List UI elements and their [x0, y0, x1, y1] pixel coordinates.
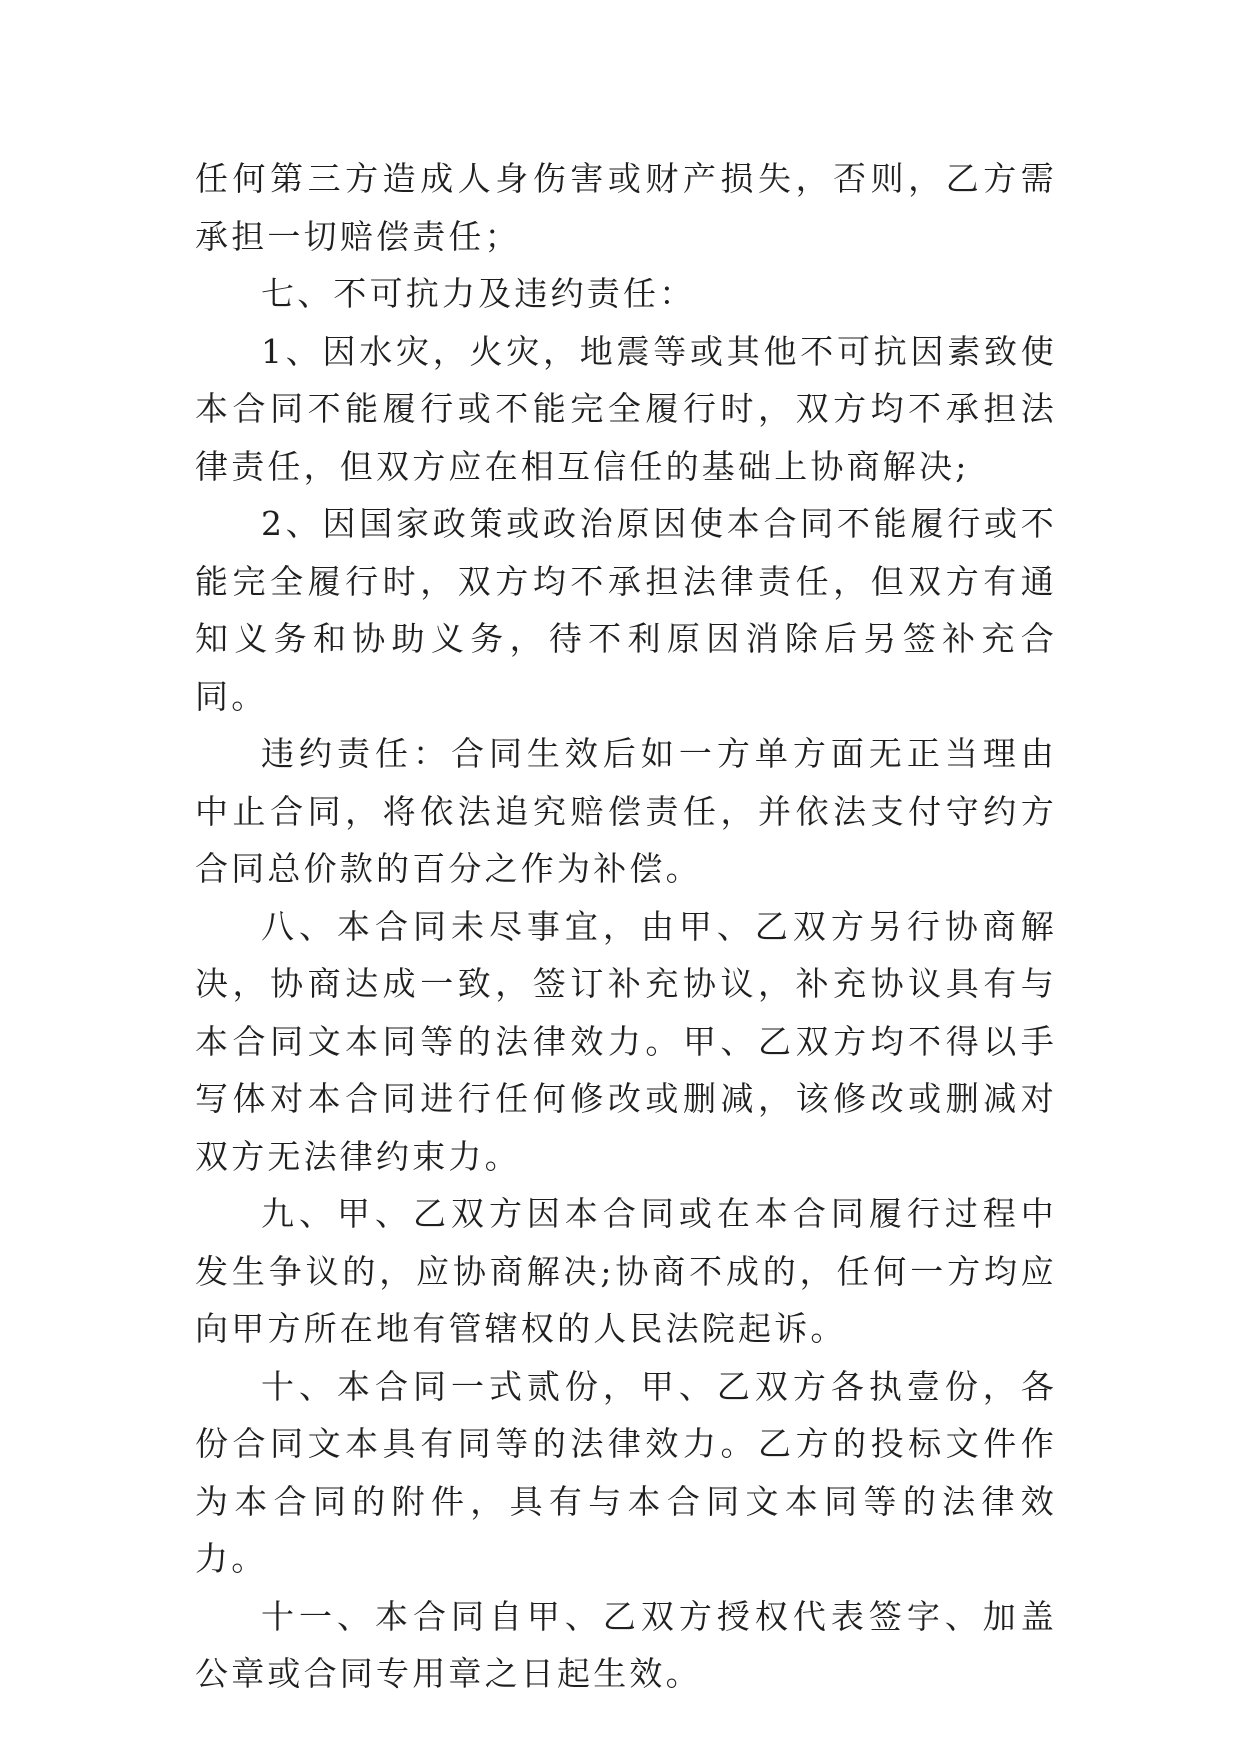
paragraph-continuation: 任何第三方造成人身伤害或财产损失，否则，乙方需承担一切赔偿责任； — [195, 159, 1057, 256]
paragraph-section-8: 八、本合同未尽事宜，由甲、乙双方另行协商解决，协商达成一致，签订补充协议，补充协议具有与本合同文本同等的法律效力。甲、乙双方均不得以手写体对本合同进行任何修改或删减，该修改或删减对双方无法律约束力。 — [195, 906, 1057, 1176]
paragraph-section-10: 十、本合同一式贰份，甲、乙双方各执壹份，各份合同文本具有同等的法律效力。乙方的投标文件作为本合同的附件，具有与本合同文本同等的法律效力。 — [195, 1366, 1057, 1578]
paragraph-section-7-item-1: 1、因水灾，火灾，地震等或其他不可抗因素致使本合同不能履行或不能完全履行时，双方均不承担法律责任，但双方应在相互信任的基础上协商解决; — [195, 331, 1057, 486]
document-body — [195, 150, 1057, 1703]
paragraph-section-7-item-2: 2、因国家政策或政治原因使本合同不能履行或不能完全履行时，双方均不承担法律责任，但双方有通知义务和协助义务，待不利原因消除后另签补充合同。 — [195, 504, 1057, 716]
paragraph-section-9: 九、甲、乙双方因本合同或在本合同履行过程中发生争议的，应协商解决;协商不成的，任何一方均应向甲方所在地有管辖权的人民法院起诉。 — [195, 1194, 1057, 1348]
paragraph-section-7-heading: 七、不可抗力及违约责任： — [261, 274, 696, 313]
paragraph-section-11: 十一、本合同自甲、乙双方授权代表签字、加盖公章或合同专用章之日起生效。 — [195, 1596, 1057, 1693]
paragraph-breach-liability: 违约责任：合同生效后如一方单方面无正当理由中止合同，将依法追究赔偿责任，并依法支付守约方合同总价款的百分之作为补偿。 — [195, 734, 1057, 888]
